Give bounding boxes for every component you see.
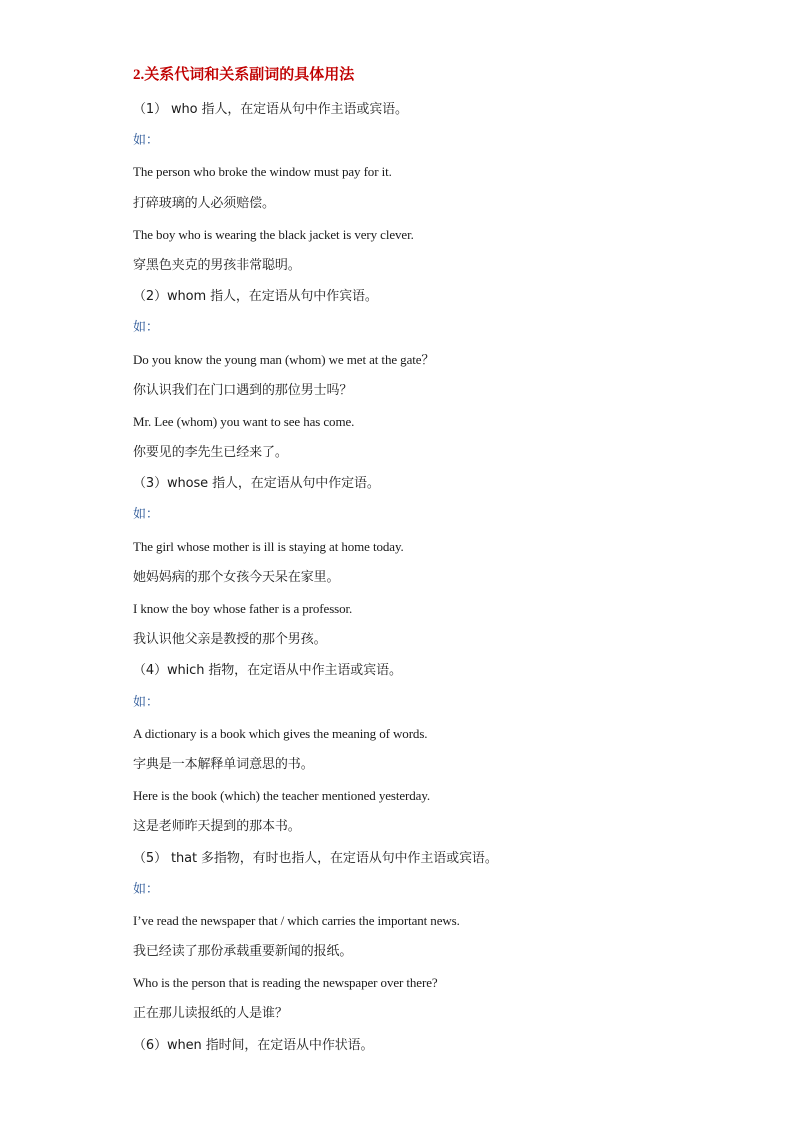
example-label: 如： (133, 507, 159, 523)
example-chinese: 我已经读了那份承载重要新闻的报纸。 (133, 944, 353, 960)
example-english: Do you know the young man (whom) we met at the gate？ (133, 351, 435, 367)
example-chinese: 你认识我们在门口遇到的那位男士吗？ (133, 382, 353, 398)
example-english: The boy who is wearing the black jacket is very clever. (133, 226, 414, 242)
rule-which: （4）which 指物，在定语从中作主语或宾语。 (133, 663, 402, 679)
example-chinese: 穿黑色夹克的男孩非常聪明。 (133, 257, 301, 273)
example-chinese: 正在那儿读报纸的人是谁？ (133, 1006, 288, 1022)
example-english: Who is the person that is reading the newspaper over there? (133, 975, 438, 991)
rule-who: （1） who 指人，在定语从句中作主语或宾语。 (133, 102, 408, 117)
example-label: 如： (133, 694, 159, 710)
rule-when: （6）when 指时间，在定语从中作状语。 (133, 1037, 374, 1053)
example-chinese: 打碎玻璃的人必须赔偿。 (133, 195, 275, 211)
example-english: I know the boy whose father is a professor. (133, 601, 353, 616)
example-label: 如： (133, 320, 159, 336)
document-body (133, 62, 733, 1061)
example-english: Here is the book (which) the teacher mentioned yesterday. (133, 788, 431, 804)
rule-that: （5） that 多指物，有时也指人，在定语从句中作主语或宾语。 (133, 850, 498, 866)
example-chinese: 字典是一本解释单词意思的书。 (133, 756, 314, 772)
example-english: The girl whose mother is ill is staying at home today. (133, 538, 404, 554)
example-label: 如： (133, 881, 159, 897)
example-english: Mr. Lee (whom) you want to see has come. (133, 413, 355, 429)
example-english: The person who broke the window must pay for it. (133, 164, 392, 180)
example-english: A dictionary is a book which gives the meaning of words. (133, 725, 428, 741)
rule-whose: （3）whose 指人，在定语从句中作定语。 (133, 476, 380, 492)
example-english: I’ve read the newspaper that / which carries the important news. (133, 912, 460, 928)
example-chinese: 她妈妈病的那个女孩今天呆在家里。 (133, 569, 340, 585)
rule-whom: （2）whom 指人，在定语从句中作宾语。 (133, 289, 378, 305)
example-chinese: 我认识他父亲是教授的那个男孩。 (133, 632, 327, 648)
example-chinese: 你要见的李先生已经来了。 (133, 445, 288, 461)
example-chinese: 这是老师昨天提到的那本书。 (133, 819, 301, 835)
section-heading: 2.关系代词和关系副词的具体用法 (133, 67, 355, 83)
example-label: 如： (133, 133, 159, 149)
